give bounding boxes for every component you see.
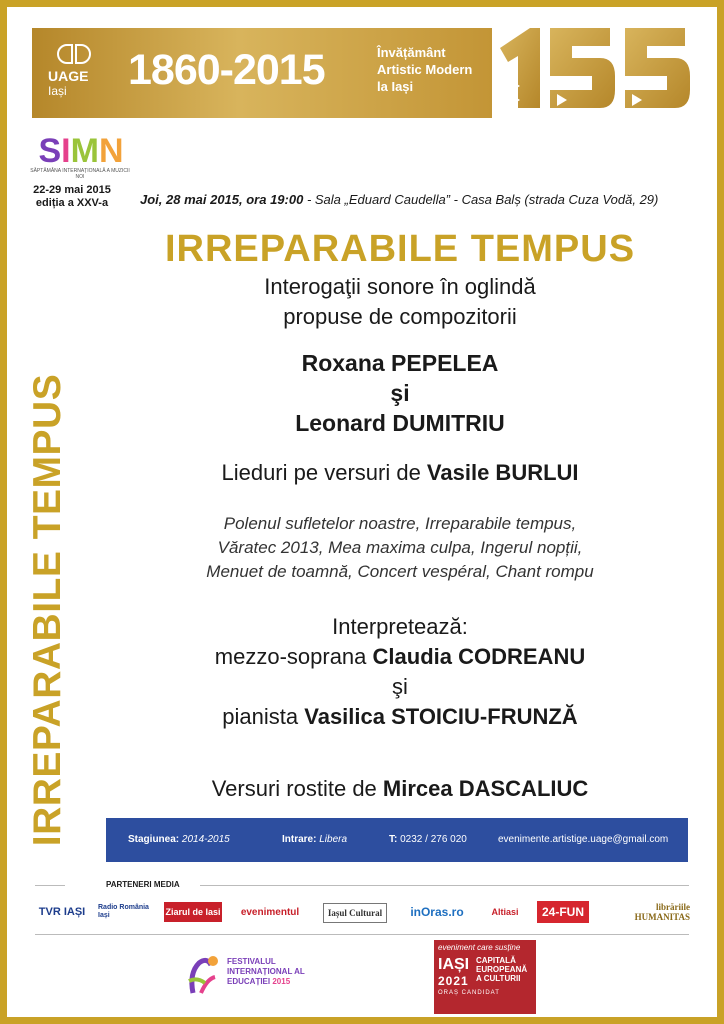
performers — [110, 612, 690, 732]
iasi-2021-support: eveniment care susține — [438, 943, 521, 952]
header-banner — [32, 28, 492, 118]
composer-2: Leonard DUMITRIU — [295, 410, 505, 436]
vertical-title-text: IRREPARABILE TEMPUS — [26, 373, 69, 847]
partners-title: PARTENERI MEDIA — [106, 880, 180, 889]
entry-label: Intrare: — [282, 834, 317, 845]
svg-text:SIMN: SIMN — [38, 132, 124, 170]
festival-year: 2015 — [272, 977, 291, 986]
festival-figure-icon — [185, 953, 225, 998]
iasi-2021-line-1: CAPITALĂ — [476, 956, 516, 965]
anniversary-155-logo — [500, 28, 695, 118]
song-list — [110, 512, 690, 584]
composer-1: Roxana PEPELEA — [301, 350, 499, 376]
partner-logo-altiasi[interactable]: Altiasi — [491, 907, 519, 917]
iasi-2021-year: 2021 — [438, 974, 469, 988]
lieduri-prefix: Lieduri pe versuri de — [221, 460, 427, 485]
season-label: Stagiunea: — [128, 834, 180, 845]
iasi-2021-line-2: EUROPEANĂ — [476, 965, 528, 974]
years-range: 1860-2015 — [128, 46, 325, 94]
performers-conjunction: şi — [392, 674, 408, 699]
pianist-line — [110, 702, 690, 732]
header-tagline — [377, 44, 472, 95]
mezzo-name: Claudia CODREANU — [372, 644, 586, 669]
song-line-1: Polenul sufletelor noastre, Irreparabile tempus, — [223, 514, 577, 533]
simn-logo — [36, 130, 126, 170]
partner-logo-iasul-cultural[interactable]: Iașul Cultural — [323, 903, 387, 923]
email-link[interactable]: evenimente.artistige.uage@gmail.com — [498, 834, 669, 845]
phone-label: T: — [389, 834, 398, 845]
iasi-2021-title — [476, 956, 527, 983]
phone-info — [389, 834, 467, 845]
entry-info — [282, 834, 347, 845]
reciter-prefix: Versuri rostite de — [211, 776, 383, 801]
iasi-2021-line-3: A CULTURII — [476, 974, 521, 983]
composers — [110, 348, 690, 438]
entry-value: Libera — [319, 834, 348, 845]
festival-line-3 — [227, 977, 305, 987]
partner-logo-24fun[interactable]: 24-FUN — [537, 901, 589, 923]
lieduri-line — [110, 460, 690, 486]
partner-logo-ziarul[interactable]: Ziarul de Iasi — [164, 902, 222, 922]
song-line-3: Menuet de toamnă, Concert vespéral, Chant rompu — [206, 562, 594, 581]
pianist-name: Vasilica STOICIU-FRUNZĂ — [304, 704, 578, 729]
event-info — [140, 192, 685, 207]
partner-logo-evenimentul[interactable]: evenimentul — [240, 906, 300, 918]
event-date: Joi, 28 mai 2015, ora 19:00 — [140, 192, 304, 207]
info-bar — [106, 818, 688, 862]
uage-city: Iași — [48, 84, 67, 98]
partners-divider-right — [200, 885, 689, 886]
event-venue: - Sala „Eduard Caudella” - Casa Balș (strada Cuza Vodă, 29) — [303, 192, 659, 207]
simn-subtitle: SĂPTĂMÂNA INTERNAȚIONALĂ A MUZICII NOI — [30, 168, 130, 180]
partner-logo-radio[interactable]: Radio România Iași — [98, 904, 149, 919]
festival-line-2: INTERNAȚIONAL AL — [227, 967, 305, 976]
simn-date-range: 22-29 mai 2015 — [33, 184, 111, 196]
phone-value: 0232 / 276 020 — [400, 834, 467, 845]
simn-edition: ediția a XXV-a — [35, 197, 109, 209]
partners-bottom-divider — [35, 934, 689, 935]
uage-logo-icon — [48, 44, 100, 64]
iasi-2021-badge — [434, 940, 536, 1014]
mezzo-line — [110, 642, 690, 672]
season-info — [128, 834, 230, 845]
subtitle-line-2: propuse de compozitorii — [283, 304, 517, 329]
tagline-line-3: la Iași — [377, 79, 414, 94]
partner-logo-tvr[interactable]: TVR IAȘI — [38, 906, 86, 918]
partner-logo-inoras[interactable]: inOras.ro — [410, 905, 464, 919]
tagline-line-1: Învățământ — [377, 45, 446, 60]
festival-line-3-text: EDUCAȚIEI — [227, 977, 271, 986]
concert-title: IRREPARABILE TEMPUS — [164, 228, 636, 270]
festival-line-1: FESTIVALUL — [227, 957, 276, 966]
concert-subtitle — [110, 272, 690, 332]
festival-name — [227, 957, 305, 987]
iasi-2021-city: IAȘI — [438, 956, 470, 973]
reciter-name: Mircea DASCALIUC — [382, 776, 589, 801]
mezzo-prefix: mezzo-soprana — [214, 644, 373, 669]
tagline-line-2: Artistic Modern — [377, 62, 473, 77]
simn-dates — [22, 184, 122, 210]
vertical-title — [18, 360, 78, 860]
uage-name: UAGE — [48, 68, 89, 84]
performers-heading: Interpretează: — [332, 614, 468, 639]
festival-logo — [185, 953, 315, 998]
season-value: 2014-2015 — [181, 834, 230, 845]
partner-logo-humanitas[interactable]: librăriile HUMANITAS — [634, 902, 690, 922]
poet-name: Vasile BURLUI — [426, 460, 579, 485]
subtitle-line-1: Interogaţii sonore în oglindă — [264, 274, 536, 299]
reciter-line — [110, 776, 690, 802]
partners-divider-left — [35, 885, 65, 886]
composer-conjunction: şi — [390, 380, 410, 406]
pianist-prefix: pianista — [222, 704, 305, 729]
song-line-2: Văratec 2013, Mea maxima culpa, Ingerul nopții, — [217, 538, 583, 557]
iasi-2021-status: ORAȘ CANDIDAT — [438, 990, 500, 996]
uage-logo — [48, 42, 100, 108]
